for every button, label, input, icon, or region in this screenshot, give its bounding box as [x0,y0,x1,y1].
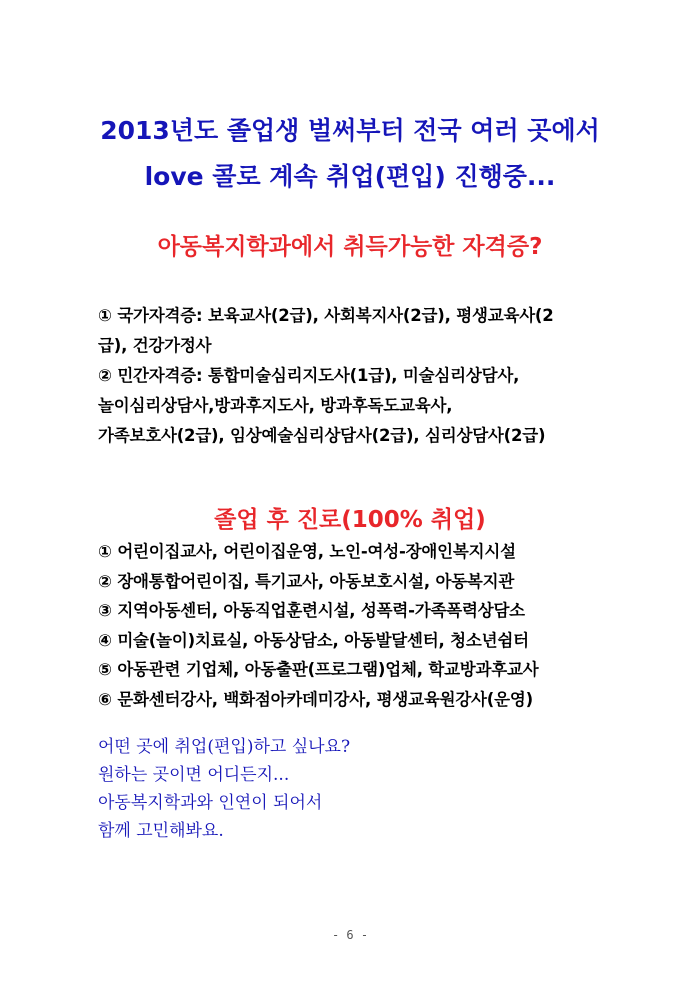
headline-line-1: 2013년도 졸업생 벌써부터 전국 여러 곳에서 [100,116,600,145]
cert-section-title: 아동복지학과에서 취득가능한 자격증? [157,234,543,260]
cert-line: ① 국가자격증: 보육교사(2급), 사회복지사(2급), 평생교육사(2 [98,306,554,325]
cert-line: ② 민간자격증: 통합미술심리지도사(1급), 미술심리상담사, [98,366,520,385]
list-item: ② 장애통합어린이집, 특기교사, 아동보호시설, 아동복지관 [98,571,515,591]
career-section-title: 졸업 후 진로(100% 취업) [214,507,486,533]
list-item: ③ 지역아동센터, 아동직업훈련시설, 성폭력-가족폭력상담소 [98,601,525,621]
closing-line: 아동복지학과와 인연이 되어서 [98,793,323,813]
list-item: ⑥ 문화센터강사, 백화점아카데미강사, 평생교육원강사(운영) [98,689,533,709]
closing-message [98,733,618,845]
list-item: ① 어린이집교사, 어린이집운영, 노인-여성-장애인복지시설 [98,542,516,561]
closing-line: 어떤 곳에 취업(편입)하고 싶나요? [98,737,351,757]
closing-line: 원하는 곳이면 어디든지... [98,765,290,785]
headline-line-2: love 콜로 계속 취업(편입) 진행중... [144,162,556,191]
cert-line: 급), 건강가정사 [98,336,212,355]
closing-line: 함께 고민해봐요. [98,821,224,841]
cert-line: 가족보호사(2급), 임상예술심리상담사(2급), 심리상담사(2급) [98,426,546,445]
career-list [98,537,618,715]
list-item: ⑤ 아동관련 기업체, 아동출판(프로그램)업체, 학교방과후교사 [98,660,539,680]
page-number: - 6 - [331,928,369,942]
cert-section-body [98,301,618,451]
list-item: ④ 미술(놀이)치료실, 아동상담소, 아동발달센터, 청소년쉼터 [98,630,529,650]
cert-line: 놀이심리상담사,방과후지도사, 방과후독도교육사, [98,396,453,415]
